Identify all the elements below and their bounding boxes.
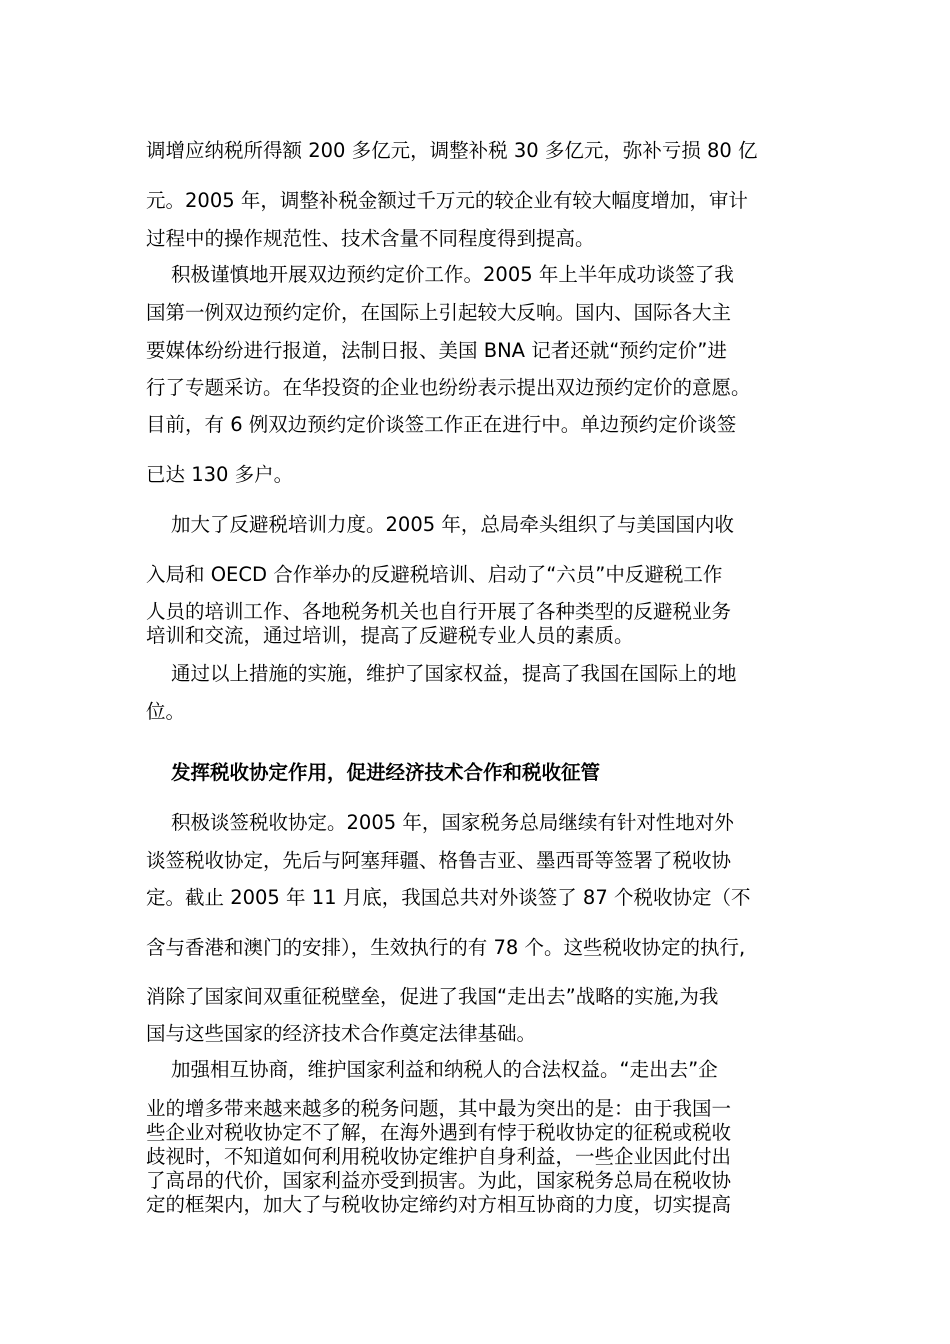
section-heading: 发挥税收协定作用，促进经济技术合作和税收征管 [171, 761, 601, 784]
text-line: 目前，有 6 例双边预约定价谈签工作正在进行中。单边预约定价谈签 [146, 413, 737, 436]
text-line: 消除了国家间双重征税壁垒，促进了我国“走出去”战略的实施,为我 [146, 985, 719, 1008]
text-line: 调增应纳税所得额 200 多亿元，调整补税 30 多亿元，弥补亏损 80 亿 [146, 139, 758, 162]
text-line: 加大了反避税培训力度。2005 年，总局牵头组织了与美国国内收 [171, 513, 734, 536]
text-line: 通过以上措施的实施，维护了国家权益，提高了我国在国际上的地 [171, 662, 737, 685]
text-line: 定。截止 2005 年 11 月底，我国总共对外谈签了 87 个税收协定（不 [146, 886, 751, 909]
text-line: 国与这些国家的经济技术合作奠定法律基础。 [146, 1022, 537, 1045]
text-line: 业的增多带来越来越多的税务问题，其中最为突出的是：由于我国一 [146, 1097, 732, 1120]
text-line: 了高昂的代价，国家利益亦受到损害。为此，国家税务总局在税收协 [146, 1169, 732, 1192]
text-line: 入局和 OECD 合作举办的反避税培训、启动了“六员”中反避税工作 [146, 563, 723, 586]
text-line: 积极谨慎地开展双边预约定价工作。2005 年上半年成功谈签了我 [171, 263, 734, 286]
text-line: 国第一例双边预约定价，在国际上引起较大反响。国内、国际各大主 [146, 301, 732, 324]
text-line: 歧视时，不知道如何利用税收协定维护自身利益，一些企业因此付出 [146, 1145, 732, 1168]
text-line: 元。2005 年，调整补税金额过千万元的较企业有较大幅度增加，审计 [146, 189, 748, 212]
text-line: 谈签税收协定，先后与阿塞拜疆、格鲁吉亚、墨西哥等签署了税收协 [146, 849, 732, 872]
text-line: 培训和交流，通过培训，提高了反避税专业人员的素质。 [146, 624, 634, 647]
text-line: 些企业对税收协定不了解，在海外遇到有悖于税收协定的征税或税收 [146, 1121, 732, 1144]
text-line: 要媒体纷纷进行报道，法制日报、美国 BNA 记者还就“预约定价”进 [146, 339, 727, 362]
text-line: 加强相互协商，维护国家利益和纳税人的合法权益。“走出去”企 [171, 1058, 718, 1081]
text-line: 位。 [146, 700, 186, 723]
text-line: 人员的培训工作、各地税务机关也自行开展了各种类型的反避税业务 [146, 600, 732, 623]
text-line: 积极谈签税收协定。2005 年，国家税务总局继续有针对性地对外 [171, 811, 734, 834]
text-line: 行了专题采访。在华投资的企业也纷纷表示提出双边预约定价的意愿。 [146, 376, 751, 399]
text-line: 过程中的操作规范性、技术含量不同程度得到提高。 [146, 227, 595, 250]
text-line: 定的框架内，加大了与税收协定缔约对方相互协商的力度，切实提高 [146, 1193, 732, 1216]
text-line: 已达 130 多户。 [146, 463, 294, 486]
text-line: 含与香港和澳门的安排），生效执行的有 78 个。这些税收协定的执行, [146, 936, 746, 959]
